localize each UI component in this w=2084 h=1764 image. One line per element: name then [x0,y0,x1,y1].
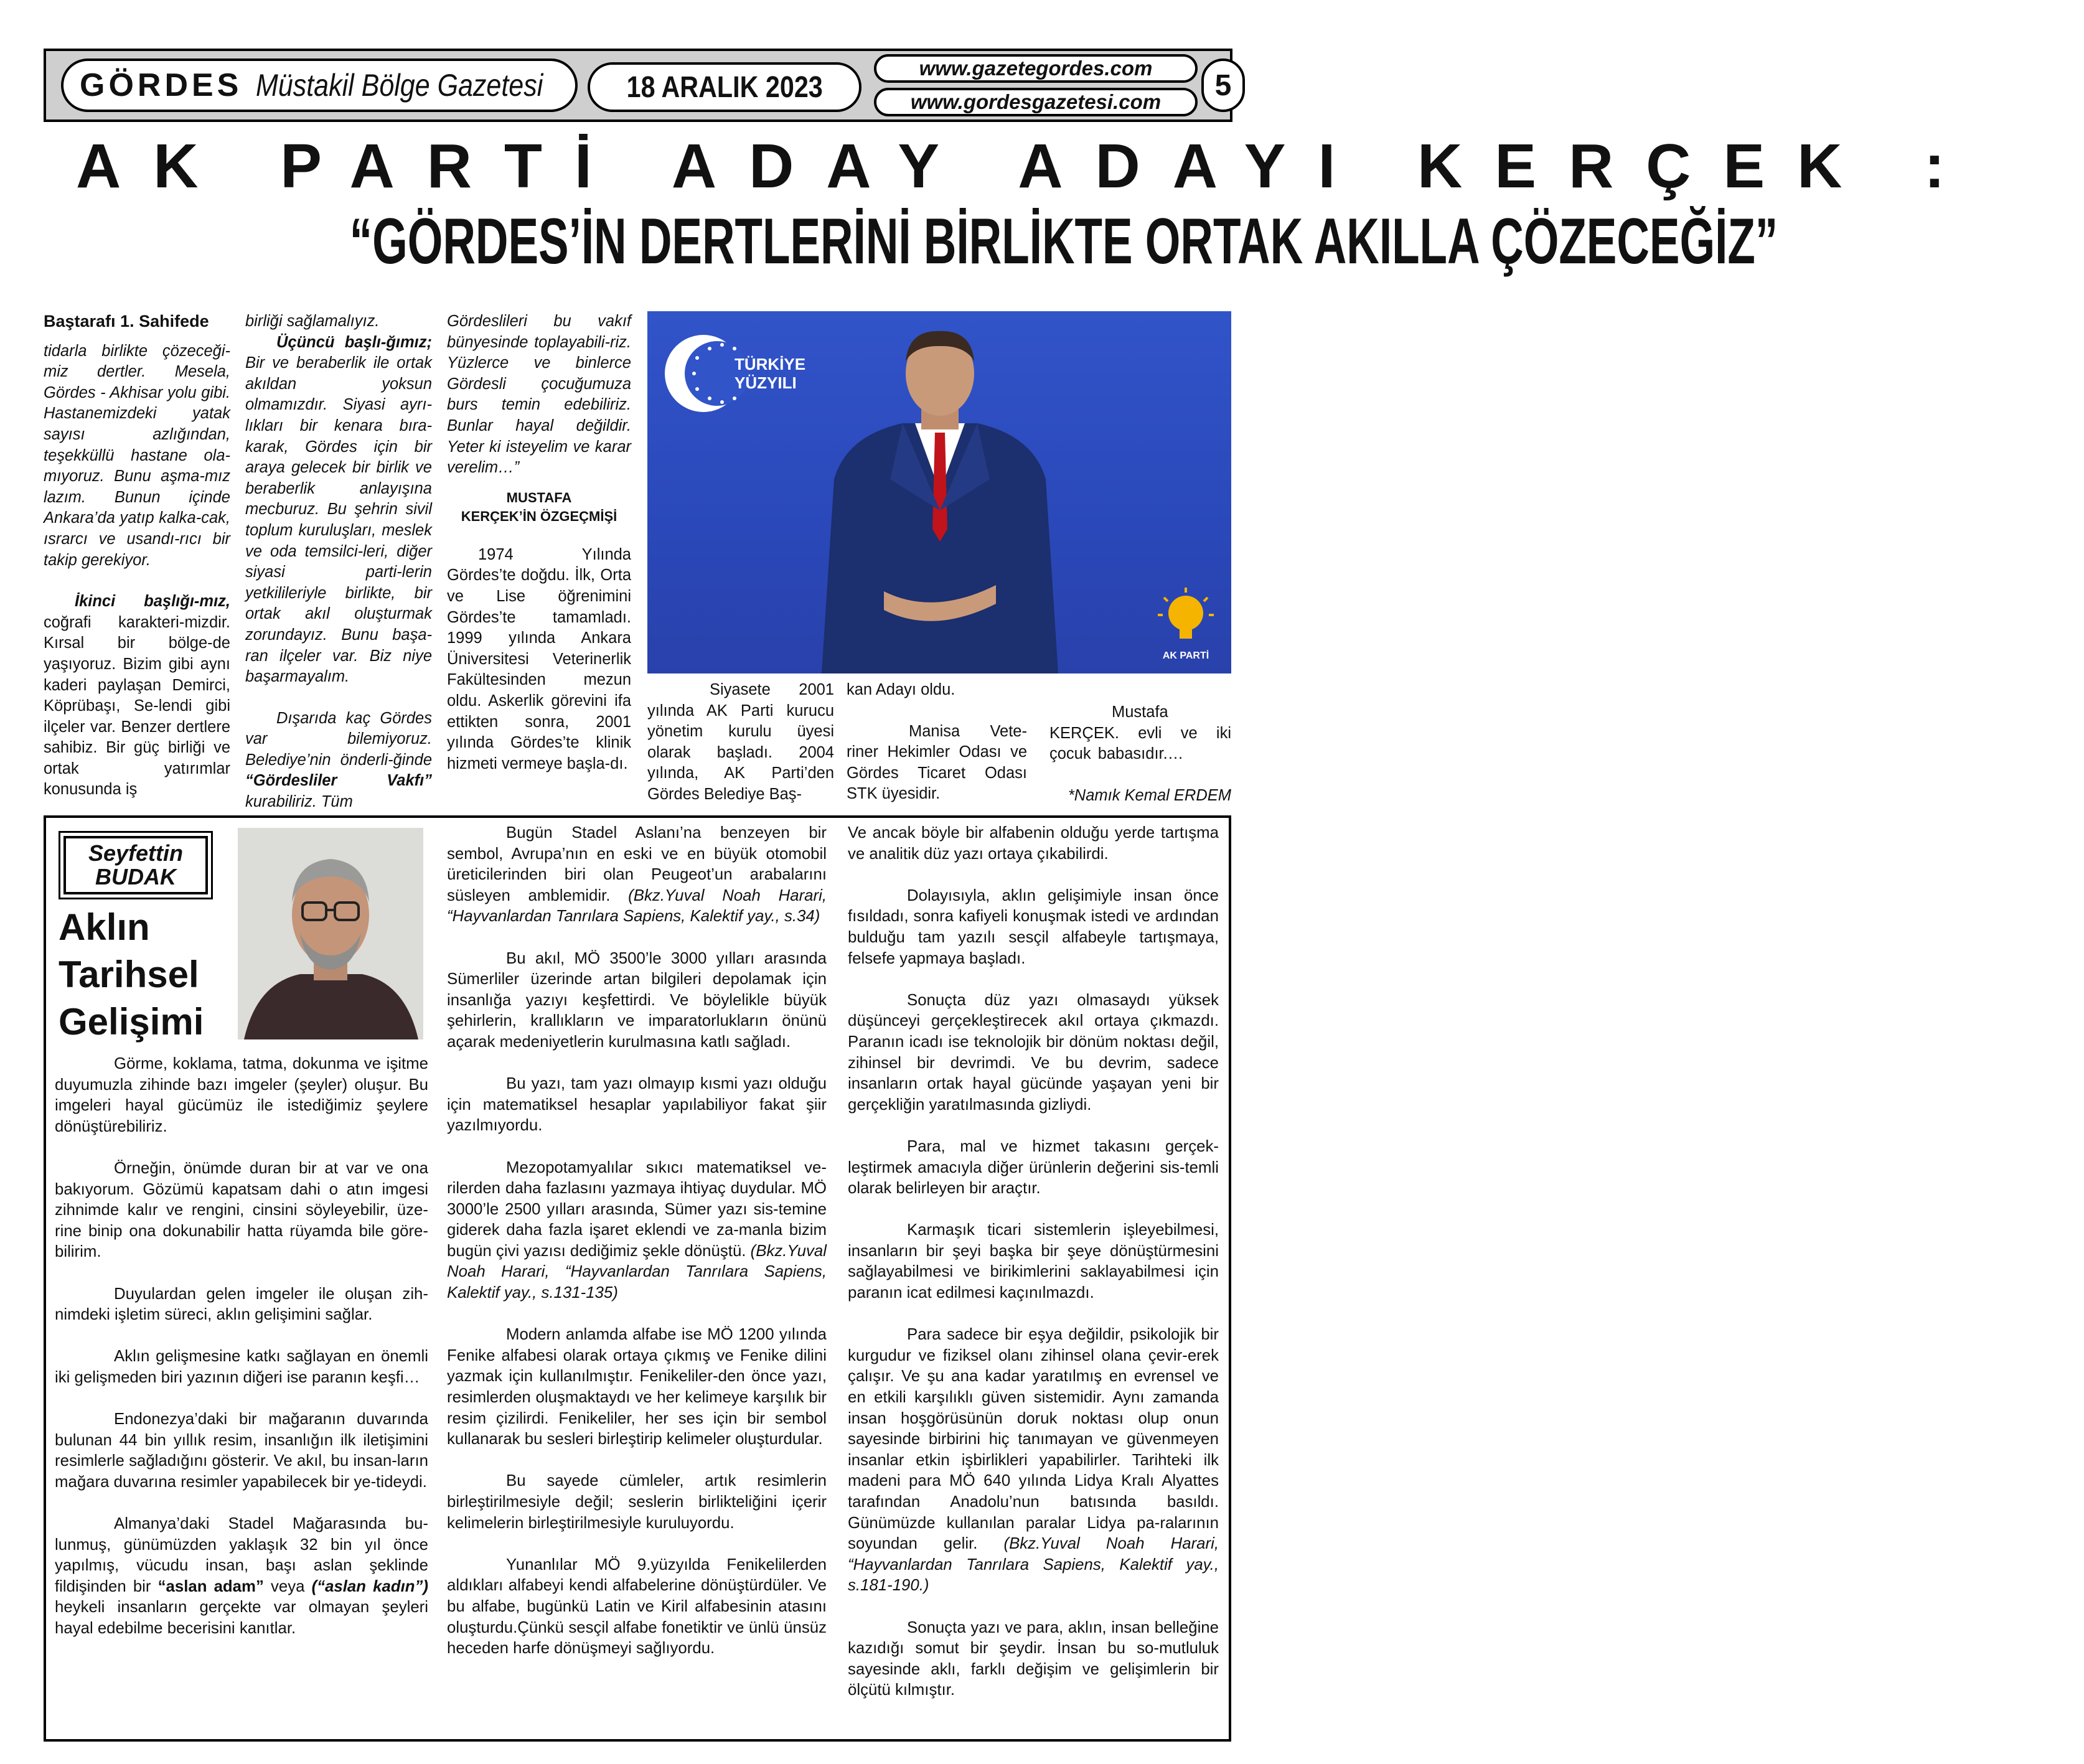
article-column-5 [847,680,1027,805]
subhead-inline: Üçüncü başlı-ğımız; [276,333,432,351]
column-paragraph: Modern anlamda alfabe ise MÖ 1200 yılında Fenike alfabesi olarak ortaya çıkmış ve Fenike dilini yazmak için kullanılmıştır. Fenikeliler-den önce yazı, resimlerden oluşmaktaydı ve her kelimeye karşılık bir resim çizilirdi. Fenikeliler, her ses için bir sembol kullanarak bu sesleri birleştirip kelimeler oluşturdular. [447,1326,827,1448]
author-last-name: BUDAK [95,864,176,889]
page-number: 5 [1201,59,1245,112]
paragraph-text: Bir ve beraberlik ile ortak akıldan yoksun olmamızdır. Siyasi ayrı-lıkları bir kenara bıra-karak, Gördes için bir araya gelecek bir birlik ve beraberlik anlayışına mecburuz. Bu şehrin sivil toplum kuruluşları, meslek ve oda temsilci-leri, diğer siyasi parti-lerin yetkilileriyle birlikte, bir ortak akıl oluşturmak zorundayız. Bunu başa-ran ilçeler var. Biz niye başarmayalım. [245,354,432,686]
column-paragraph: Örneğin, önümde duran bir at var ve ona bakıyorum. Gözümü kapatsam dahi o atın imgesi zihnimde kalır ve rengini, cinsini söyleyebilir, üze-rine binip ona dokunabilir hatta rüyamda bile göre-bilirim. [55,1159,428,1261]
ak-party-logo [1152,585,1220,666]
newspaper-name [61,59,578,112]
column-paragraph: Bu sayede cümleler, artık resimlerin birleştirilmesiyle değil; seslerin birlikteliğini içerir kelimelerin birleştirilmesiyle kuruluyordu. [447,1472,827,1532]
column-paragraph: Duyulardan gelen imgeler ile oluşan zih-nimdeki işletim süreci, aklın gelişimini sağlar. [55,1285,428,1324]
emphasis-text: (“aslan kadın”) [311,1577,429,1595]
author-badge [59,831,213,899]
citation: (Bkz.Yuval Noah Harari, “Hayvanlardan Tanrılara Sapiens, Kalektif yay., s.181-190.) [848,1535,1219,1595]
paragraph-text: coğrafi karakteri-mizdir. Kırsal bir bölge-de yaşıyoruz. Bizim gibi aynı kaderi paylaşan Demirci, Köprübaşı, Se-lendi gibi ilçeler var. Benzer dertlere sahibiz. Bir güç birliği ve ortak yatırımlar konusunda iş [44,613,230,799]
column-paragraph: Sonuçta düz yazı olmasaydı yüksek düşünceyi gerçekleştirecek akıl ortaya çıkmazdı. Paranın icadı ise teknolojik bir dönüm noktası değil, zihinsel bir devrimdi. Ve bu devrim, sadece insanların ortak hayal gücünde yaşayan yeni bir gerçekliğin yaratılmasında gizliydi. [848,991,1219,1114]
candidate-figure [809,324,1071,673]
article-signature: *Namık Kemal ERDEM [1068,786,1231,804]
bio-heading-line: MUSTAFA [506,489,572,505]
column-paragraph: Görme, koklama, tatma, dokunma ve işitme duyumuzla zihinde bazı imgeler (şeyler) oluşur. Bu imgeleri hayal gücümüz ile istediğimiz şeylere dönüştürebiliriz. [55,1055,428,1135]
author-first-name: Seyfettin [88,840,184,866]
article-paragraph: tidarla birlikte çözeceği-miz dertler. Mesela, Gördes - Akhisar yolu gibi. Hastanemizdeki yatak sayısı azlığından, teşekküllü hastane ola-mıyoruz. Bunu aşma-mız lazım. Bunun içinde Ankara’da yatıp kalka-cak, ısrarcı ve usandı-rıcı bir takip gerekiyor. [44,342,230,569]
article-kicker: AK PARTİ ADAY ADAYI KERÇEK : [76,131,1978,201]
opinion-column-1 [55,1054,428,1640]
column-title [59,904,214,1046]
citation: (Bkz.Yuval Noah Harari, “Hayvanlardan Tanrılara Sapiens, Kalektif yay., s.131-135) [447,1242,827,1302]
citation: (Bkz.Yuval Noah Harari, “Hayvanlardan Tanrılara Sapiens, Kalektif yay., s.34) [447,886,827,926]
masthead [44,49,1232,122]
paragraph-text: Dışarıda kaç Gördes var bilemiyoruz. Belediye’nin önderli-ğinde [245,709,432,769]
watermark-text: TÜRKİYE [735,355,806,373]
bio-heading [447,489,631,526]
article-paragraph: Gördeslileri bu vakıf bünyesinde toplayabili-riz. Yüzlerce ve binlerce Gördesli çocuğumuza burs temin edebiliriz. Bunlar hayal değildir. Yeter ki isteyelim ve karar verelim…” [447,312,631,477]
newspaper-subtitle: Müstakil Bölge Gazetesi [256,68,543,103]
column-title-line: Aklın [59,906,150,948]
svg-text:YÜZYILI: YÜZYILI [735,373,797,392]
opinion-column-3 [848,823,1219,1701]
column-paragraph: Bu akıl, MÖ 3500’le 3000 yılları arasında Sümerliler üzerinde artan bilgileri depolamak için insanlığa yazıyı keşfettirdi. Ve böylelikle büyük şehirlerin, krallıkların ve imparatorlukların önünü açarak medeniyetlerin kurulmasına katlı sağladı. [447,949,827,1051]
website-link-1[interactable]: www.gazetegordes.com [874,54,1198,83]
bio-heading-line: KERÇEK’İN ÖZGEÇMİŞİ [461,508,617,524]
article-column-1 [44,311,230,800]
article-paragraph [245,332,432,688]
newspaper-title: GÖRDES [80,67,243,103]
continued-label: Baştarafı 1. Sahifede [44,312,209,331]
column-paragraph: Bu yazı, tam yazı olmayıp kısmi yazı olduğu için matematiksel hesaplar yapılabiliyor fakat şiir yazılmıyordu. [447,1075,827,1135]
column-title-line: Gelişimi [59,1001,204,1043]
article-paragraph: kan Adayı oldu. [847,681,955,698]
column-title-line: Tarihsel [59,954,199,995]
subhead-inline: İkinci başlığı-mız, [75,593,230,611]
article-paragraph: Mustafa KERÇEK. evli ve iki çocuk babasıdır.… [1049,703,1231,763]
emphasis-text: “aslan adam” [157,1577,264,1595]
article-headline-text: “GÖRDES’İN DERTLERİNİ BİRLİKTE ORTAK AKILLA ÇÖZECEĞİZ” [349,205,1778,278]
website-link-2[interactable]: www.gordesgazetesi.com [874,88,1198,116]
column-paragraph [55,1514,428,1640]
article-paragraph [245,708,432,813]
column-paragraph: Mezopotamyalılar sıkıcı matematiksel ve-rilerden daha fazlasını yazmaya ihtiyaç duydular. MÖ 3000’le 2500 yılları arasında, Sümer yazı sis-temine giderek daha fazla işaret eklendi ve za-manla bizim bugün çivi yazısı dediğimiz şekle dönüştü. (Bkz.Yuval Noah Harari, “Hayvanlardan Tanrılara Sapiens, Kalektif yay., s.131-135) [447,1158,827,1302]
article-column-3 [447,311,631,774]
column-paragraph: Ve ancak böyle bir alfabenin olduğu yerde tartışma ve analitik düz yazı ortaya çıkabilirdi. [848,824,1219,863]
column-paragraph: Endonezya’daki bir mağaranın duvarında bulunan 44 bin yıllık resim, insanlığın ilk iletişimini resimlerle sağladığını gösterir. Ve akıl, bu insan-ların mağara duvarına resimler yapabilecek bir ye-tideydi. [55,1410,428,1491]
paragraph-text: heykeli insanların gerçekte var olmayan şeyleri hayal edebilme becerisini kanıtlar. [55,1598,428,1638]
article-paragraph [44,591,230,800]
column-paragraph: Sonuçta yazı ve para, aklın, insan belleğine kazıdığı somut bir şeydir. İnsan bu so-mutluluk sayesinde aklı, farklı değişim ve gelişimlerin bir ölçütü kılmıştır. [848,1618,1219,1699]
article-headline [44,204,1778,279]
paragraph-text: veya [263,1577,312,1595]
column-paragraph: Para sadece bir eşya değildir, psikolojik bir kurgudur ve fiziksel olanı zihinsel olana çevir-erek çalışır. Ve şu ana kadar yaratılmış en evrensel ve en etkili karşılıklı güven sistemidir. Aynı zamanda insan hoşgörüsünün doruk noktası olup onun sayesinde birbirini hiç tanımayan ve güvenmeyen insanlar etkin işbirlikleri yapabilirler. Tarihteki ilk madeni para MÖ 640 yılında Lidya Kralı Alyattes tarafından Anadolu’nun batısında basıldı. Günümüzde kullanılan paralar Lidya pa-ralarının soyundan gelir. (Bkz.Yuval Noah Harari, “Hayvanlardan Tanrılara Sapiens, Kalektif yay., s.181-190.) [848,1326,1219,1595]
column-paragraph: Yunanlılar MÖ 9.yüzyılda Fenikelilerden aldıkları alfabeyi kendi alfabelerine dönüştürdüler. Ve bu alfabe, bugünkü Latin ve Kiril alfabesinin atasını oluşturdu.Çünkü sesçil alfabe fonetiktir ve ünlü ünsüz heceden harfe dönüşmeyi sağlıyordu. [447,1555,827,1658]
author-photo [238,828,423,1039]
column-paragraph: Bugün Stadel Aslanı’na benzeyen bir sembol, Avrupa’nın en eski ve en büyük otomobil üreticilerinden biri olan Peugeot’un arabalarını süsleyen amblemidir. (Bkz.Yuval Noah Harari, “Hayvanlardan Tanrılara Sapiens, Kalektif yay., s.34) [447,824,827,926]
article-paragraph: birliği sağlamalıyız. [245,312,380,330]
column-paragraph: Aklın gelişmesine katkı sağlayan en önemli iki gelişmeden biri yazının diğeri ise paranın keşfi… [55,1348,428,1386]
column-paragraph: Dolayısıyla, aklın gelişimiyle insan önce fısıldadı, sonra kafiyeli konuşmak istedi ve ardından bulduğu tam yazılı sesçil alfabeyle tartışmaya, felsefe yapmaya başladı. [848,886,1219,967]
column-paragraph: Karmaşık ticari sistemlerin işleyebilmesi, insanların bir şeyi başka bir şeye dönüştürmesini sağlayabilmesi ve birikimlerini saklayabilmesi için paranın icat edilmesi kaçınılmazdı. [848,1221,1219,1302]
opinion-column-2 [447,823,827,1659]
article-paragraph: 1974 Yılında Gördes’te doğdu. İlk, Orta ve Lise öğrenimini Gördes’te tamamladı. 1999 yılında Ankara Üniversitesi Veterinerlik Fakültesinden mezun oldu. Askerlik görevini ifa ettikten sonra, 2001 yılında Gördes’te klinik hizmeti vermeye başla-dı. [447,545,631,772]
article-paragraph: Manisa Vete-riner Hekimler Odası ve Gördes Ticaret Odası STK üyesidir. [847,722,1027,803]
issue-date [588,62,861,112]
candidate-photo [647,311,1231,673]
paragraph-text: kurabiliriz. Tüm [245,793,353,811]
paragraph-text: Almanya’daki Stadel Mağarasında bu-lunmuş, günümüzden yaklaşık 32 bin yıl önce yapılmış, vücudu insan, başı aslan şeklinde fildişinden bir [55,1515,428,1595]
issue-date-text: 18 ARALIK 2023 [626,70,823,104]
article-column-4 [647,680,834,805]
party-name: AK PARTİ [1162,650,1209,661]
column-paragraph: Para, mal ve hizmet takasını gerçek-leştirmek amacıyla diğer ürünlerin değerini sis-temli olarak belirleyen bir araçtır. [848,1137,1219,1198]
article-column-6 [1049,702,1231,806]
foundation-name: “Gördesliler Vakfı” [245,772,432,790]
article-paragraph: Siyasete 2001 yılında AK Parti kurucu yönetim kurulu üyesi olarak başladı. 2004 yılında, AK Parti’den Gördes Belediye Baş- [647,681,834,803]
article-column-2 [245,311,432,813]
